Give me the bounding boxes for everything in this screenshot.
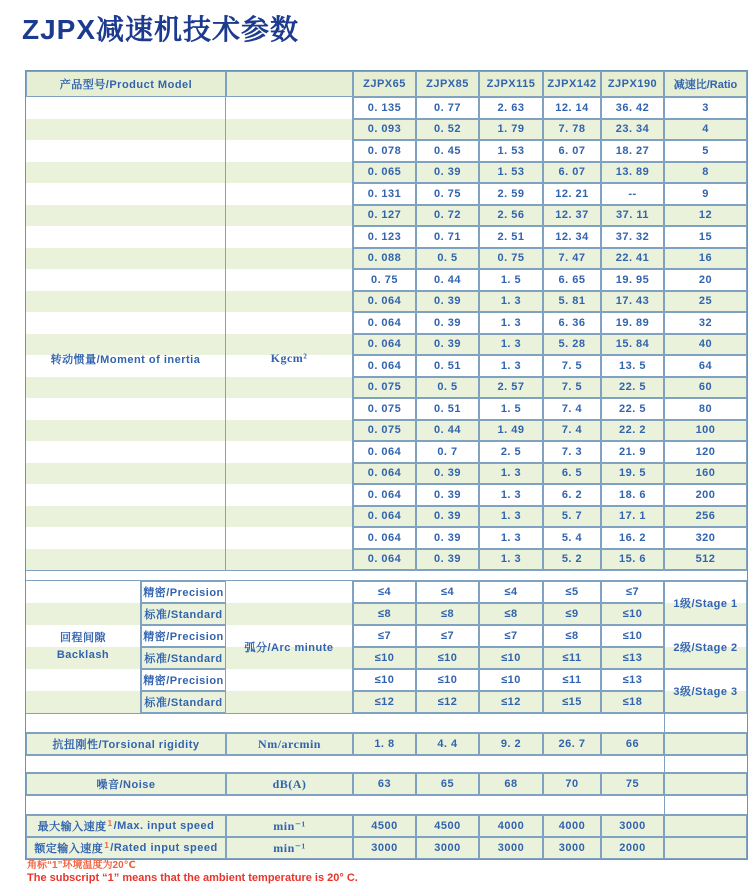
inertia-value: 13. 5 [601,355,664,377]
inertia-value: 1. 3 [479,355,543,377]
inertia-value: 0. 75 [353,269,416,291]
inertia-value: 0. 7 [416,441,479,463]
backlash-value: ≤4 [416,581,479,603]
inertia-value: 1. 3 [479,312,543,334]
inertia-value: 0. 44 [416,420,479,442]
inertia-value: 23. 34 [601,119,664,141]
backlash-value: ≤10 [416,647,479,669]
backlash-label-cjk: 回程间隙 [60,632,106,644]
ratio-value: 160 [664,463,747,485]
inertia-value: 1. 5 [479,398,543,420]
max-speed-label-en: /Max. input speed [113,820,215,832]
ratio-value: 16 [664,248,747,270]
rigidity-value: 1. 8 [353,733,416,755]
inertia-value: 7. 4 [543,398,601,420]
inertia-label: 转动惯量/Moment of inertia [26,97,226,570]
ratio-value: 32 [664,312,747,334]
inertia-value: 0. 064 [353,527,416,549]
backlash-value: ≤10 [479,669,543,691]
header-model-zjpx85: ZJPX85 [416,71,479,97]
max-speed-value: 4500 [416,815,479,837]
inertia-value: 15. 84 [601,334,664,356]
inertia-value: 5. 4 [543,527,601,549]
separator-ratio-cell [664,795,747,815]
inertia-value: 1. 53 [479,140,543,162]
inertia-value: 2. 59 [479,183,543,205]
noise-value: 75 [601,773,664,795]
inertia-value: 0. 064 [353,312,416,334]
inertia-value: 15. 6 [601,549,664,571]
noise-value: 68 [479,773,543,795]
inertia-value: 7. 78 [543,119,601,141]
inertia-value: 0. 127 [353,205,416,227]
ratio-value: 80 [664,398,747,420]
rated-speed-unit: min⁻¹ [226,837,353,859]
inertia-value: 1. 3 [479,527,543,549]
inertia-value: 0. 064 [353,334,416,356]
inertia-value: 17. 43 [601,291,664,313]
header-unit-empty [226,71,353,97]
inertia-value: 0. 5 [416,248,479,270]
footnote-line-en: The subscript “1” means that the ambient temperature is 20° C. [27,872,358,884]
inertia-value: 0. 45 [416,140,479,162]
rigidity-unit: Nm/arcmin [226,733,353,755]
inertia-value: 0. 39 [416,549,479,571]
inertia-value: 0. 075 [353,420,416,442]
inertia-value: 0. 093 [353,119,416,141]
inertia-value: 0. 52 [416,119,479,141]
backlash-value: ≤13 [601,647,664,669]
footnote [27,859,358,885]
header-model-zjpx190: ZJPX190 [601,71,664,97]
backlash-value: ≤12 [353,691,416,713]
inertia-value: 6. 07 [543,140,601,162]
inertia-value: 0. 064 [353,484,416,506]
inertia-value: 0. 44 [416,269,479,291]
inertia-value: -- [601,183,664,205]
inertia-value: 0. 131 [353,183,416,205]
inertia-value: 12. 37 [543,205,601,227]
inertia-value: 0. 77 [416,97,479,119]
inertia-value: 0. 51 [416,355,479,377]
inertia-value: 21. 9 [601,441,664,463]
inertia-value: 6. 36 [543,312,601,334]
ratio-value: 15 [664,226,747,248]
inertia-value: 7. 47 [543,248,601,270]
backlash-value: ≤4 [353,581,416,603]
backlash-value: ≤12 [416,691,479,713]
inertia-value: 0. 064 [353,506,416,528]
max-speed-unit: min⁻¹ [226,815,353,837]
ratio-value: 8 [664,162,747,184]
inertia-value: 18. 27 [601,140,664,162]
ratio-value: 25 [664,291,747,313]
inertia-value: 6. 2 [543,484,601,506]
inertia-value: 36. 42 [601,97,664,119]
stage-label: 3级/Stage 3 [664,669,747,713]
backlash-value: ≤18 [601,691,664,713]
max-speed-label-cjk: 最大输入速度 [37,821,107,833]
separator-row [26,570,747,581]
rigidity-value: 9. 2 [479,733,543,755]
inertia-value: 0. 075 [353,398,416,420]
inertia-value: 1. 3 [479,549,543,571]
backlash-value: ≤10 [601,603,664,625]
inertia-value: 0. 39 [416,162,479,184]
backlash-value: ≤15 [543,691,601,713]
max-speed-superscript: 1 [107,818,113,828]
inertia-value: 1. 3 [479,506,543,528]
ratio-value: 100 [664,420,747,442]
inertia-value: 0. 39 [416,506,479,528]
backlash-value: ≤10 [601,625,664,647]
inertia-value: 1. 49 [479,420,543,442]
backlash-value: ≤8 [479,603,543,625]
inertia-value: 0. 39 [416,334,479,356]
inertia-value: 22. 5 [601,398,664,420]
max-speed-value: 3000 [601,815,664,837]
separator-ratio-cell [664,755,747,773]
rigidity-ratio-empty [664,733,747,755]
inertia-value: 18. 6 [601,484,664,506]
inertia-value: 12. 34 [543,226,601,248]
max-speed-ratio-empty [664,815,747,837]
backlash-value: ≤8 [416,603,479,625]
inertia-value: 7. 3 [543,441,601,463]
page-title: ZJPX减速机技术参数 [22,14,300,45]
backlash-value: ≤7 [353,625,416,647]
separator-ratio-cell [664,713,747,733]
max-speed-value: 4000 [543,815,601,837]
inertia-value: 6. 65 [543,269,601,291]
ratio-value: 9 [664,183,747,205]
ratio-value: 60 [664,377,747,399]
inertia-value: 0. 5 [416,377,479,399]
inertia-value: 2. 56 [479,205,543,227]
backlash-value: ≤10 [479,647,543,669]
rated-speed-label-en: /Rated input speed [110,842,218,854]
inertia-value: 12. 21 [543,183,601,205]
inertia-value: 0. 064 [353,549,416,571]
rated-speed-superscript: 1 [104,840,110,850]
rated-speed-value: 3000 [353,837,416,859]
inertia-value: 0. 065 [353,162,416,184]
inertia-value: 0. 39 [416,527,479,549]
backlash-value: ≤4 [479,581,543,603]
header-product-model: 产品型号/Product Model [26,71,226,97]
inertia-value: 5. 7 [543,506,601,528]
header-ratio: 减速比/Ratio [664,71,747,97]
inertia-value: 0. 51 [416,398,479,420]
max-speed-value: 4500 [353,815,416,837]
backlash-value: ≤10 [353,669,416,691]
inertia-value: 7. 5 [543,355,601,377]
noise-value: 63 [353,773,416,795]
rigidity-label: 抗扭刚性/Torsional rigidity [26,733,226,755]
backlash-type: 标准/Standard [141,647,226,669]
backlash-value: ≤8 [353,603,416,625]
backlash-value: ≤10 [353,647,416,669]
inertia-value: 1. 3 [479,334,543,356]
inertia-value: 16. 2 [601,527,664,549]
header-model-zjpx115: ZJPX115 [479,71,543,97]
max-speed-label [26,815,226,837]
spec-table [25,70,748,860]
inertia-value: 5. 81 [543,291,601,313]
inertia-value: 37. 32 [601,226,664,248]
separator-row [26,713,664,733]
backlash-type: 标准/Standard [141,691,226,713]
rated-speed-ratio-empty [664,837,747,859]
backlash-value: ≤9 [543,603,601,625]
stage-label: 1级/Stage 1 [664,581,747,625]
noise-unit: dB(A) [226,773,353,795]
separator-row [26,755,664,773]
inertia-value: 0. 088 [353,248,416,270]
inertia-value: 5. 28 [543,334,601,356]
inertia-value: 0. 135 [353,97,416,119]
inertia-value: 22. 41 [601,248,664,270]
backlash-label [26,581,141,713]
header-model-zjpx142: ZJPX142 [543,71,601,97]
footnote-line-cjk: 角标“1”环境温度为20℃ [27,860,136,871]
rigidity-value: 26. 7 [543,733,601,755]
ratio-value: 320 [664,527,747,549]
backlash-unit: 弧分/Arc minute [226,581,353,713]
ratio-value: 4 [664,119,747,141]
backlash-type: 精密/Precision [141,581,226,603]
backlash-type: 标准/Standard [141,603,226,625]
ratio-value: 12 [664,205,747,227]
ratio-value: 40 [664,334,747,356]
backlash-value: ≤5 [543,581,601,603]
ratio-value: 200 [664,484,747,506]
inertia-value: 22. 5 [601,377,664,399]
ratio-value: 64 [664,355,747,377]
inertia-value: 1. 3 [479,463,543,485]
inertia-value: 0. 72 [416,205,479,227]
inertia-value: 6. 5 [543,463,601,485]
inertia-value: 1. 5 [479,269,543,291]
backlash-value: ≤12 [479,691,543,713]
inertia-value: 0. 75 [416,183,479,205]
inertia-value: 13. 89 [601,162,664,184]
backlash-value: ≤7 [601,581,664,603]
inertia-value: 2. 51 [479,226,543,248]
inertia-value: 19. 5 [601,463,664,485]
inertia-value: 1. 79 [479,119,543,141]
noise-label: 噪音/Noise [26,773,226,795]
rated-speed-label-cjk: 额定输入速度 [34,843,104,855]
inertia-value: 0. 75 [479,248,543,270]
rigidity-value: 4. 4 [416,733,479,755]
inertia-value: 19. 89 [601,312,664,334]
inertia-value: 2. 5 [479,441,543,463]
backlash-label-en: Backlash [56,649,110,661]
inertia-value: 2. 57 [479,377,543,399]
backlash-value: ≤7 [479,625,543,647]
backlash-type: 精密/Precision [141,625,226,647]
inertia-value: 0. 075 [353,377,416,399]
noise-ratio-empty [664,773,747,795]
inertia-value: 0. 078 [353,140,416,162]
rated-speed-label [26,837,226,859]
header-model-zjpx65: ZJPX65 [353,71,416,97]
inertia-value: 1. 3 [479,291,543,313]
inertia-unit: Kgcm² [226,97,353,570]
rigidity-value: 66 [601,733,664,755]
ratio-value: 512 [664,549,747,571]
inertia-value: 6. 07 [543,162,601,184]
inertia-value: 12. 14 [543,97,601,119]
max-speed-value: 4000 [479,815,543,837]
noise-value: 70 [543,773,601,795]
inertia-value: 0. 39 [416,484,479,506]
backlash-value: ≤7 [416,625,479,647]
noise-value: 65 [416,773,479,795]
inertia-value: 17. 1 [601,506,664,528]
backlash-value: ≤11 [543,647,601,669]
rated-speed-value: 2000 [601,837,664,859]
inertia-value: 5. 2 [543,549,601,571]
inertia-value: 7. 5 [543,377,601,399]
inertia-value: 22. 2 [601,420,664,442]
inertia-value: 1. 3 [479,484,543,506]
inertia-value: 37. 11 [601,205,664,227]
stage-label: 2级/Stage 2 [664,625,747,669]
inertia-value: 7. 4 [543,420,601,442]
inertia-value: 0. 064 [353,355,416,377]
ratio-value: 20 [664,269,747,291]
ratio-value: 120 [664,441,747,463]
inertia-value: 0. 71 [416,226,479,248]
backlash-type: 精密/Precision [141,669,226,691]
rated-speed-value: 3000 [479,837,543,859]
inertia-value: 1. 53 [479,162,543,184]
separator-row [26,795,664,815]
inertia-value: 0. 064 [353,463,416,485]
inertia-value: 0. 064 [353,291,416,313]
inertia-value: 2. 63 [479,97,543,119]
ratio-value: 3 [664,97,747,119]
backlash-value: ≤8 [543,625,601,647]
ratio-value: 256 [664,506,747,528]
rated-speed-value: 3000 [416,837,479,859]
backlash-value: ≤11 [543,669,601,691]
backlash-value: ≤13 [601,669,664,691]
inertia-value: 0. 39 [416,463,479,485]
inertia-value: 19. 95 [601,269,664,291]
inertia-value: 0. 39 [416,312,479,334]
rated-speed-value: 3000 [543,837,601,859]
backlash-value: ≤10 [416,669,479,691]
inertia-value: 0. 064 [353,441,416,463]
inertia-value: 0. 123 [353,226,416,248]
inertia-value: 0. 39 [416,291,479,313]
ratio-value: 5 [664,140,747,162]
